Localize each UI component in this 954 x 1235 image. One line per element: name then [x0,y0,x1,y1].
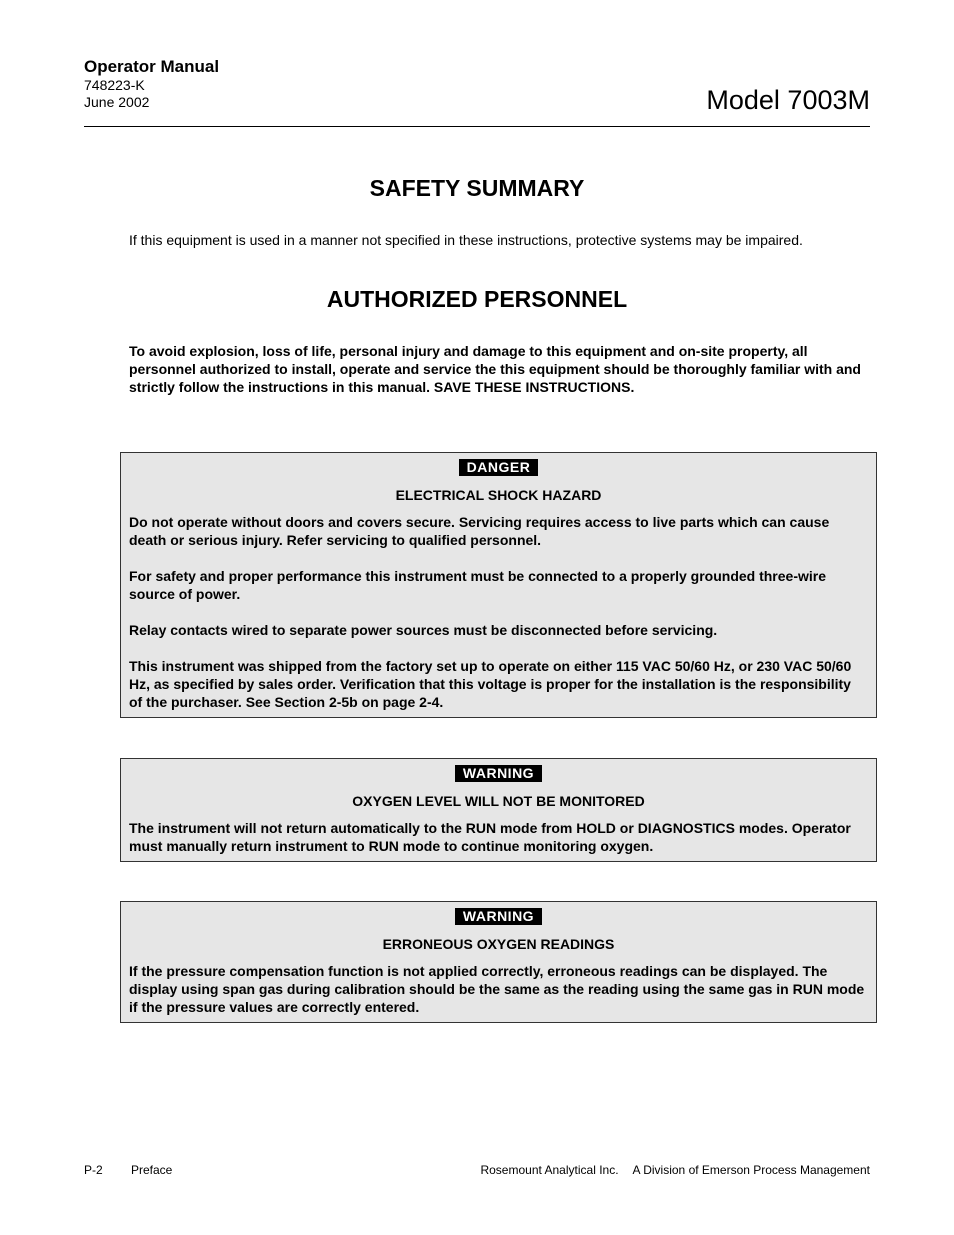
notice-paragraph: This instrument was shipped from the factory set up to operate on either 115 VAC 50/60 Hz, or 230 VAC 50/60 Hz, as specified by sales order. Verification that this voltage is proper for the installation is the responsibility of the purchaser. See Section 2-5b on page 2-4. [129,658,852,710]
notice-title: ERRONEOUS OXYGEN READINGS [382,936,615,952]
safety-summary-heading: SAFETY SUMMARY [369,175,585,201]
header-left [84,57,219,111]
warning-badge: WARNING [455,908,542,925]
doc-date: June 2002 [84,94,150,110]
danger-box [120,452,877,718]
authorized-personnel-heading: AUTHORIZED PERSONNEL [326,286,628,312]
safety-summary-text: If this equipment is used in a manner not specified in these instructions, protective systems may be impaired. [129,232,803,248]
notice-paragraph: Do not operate without doors and covers secure. Servicing requires access to live parts which can cause death or serious injury. Refer servicing to qualified personnel. [129,514,830,548]
notice-paragraph: If the pressure compensation function is not applied correctly, erroneous readings can be displayed. The display using span gas during calibration should be the same as the reading using the same gas in RUN mode if the pressure values are correctly entered. [129,963,865,1015]
danger-badge: DANGER [459,459,539,476]
notice-paragraph: The instrument will not return automatically to the RUN mode from HOLD or DIAGNOSTICS modes. Operator must manually return instrument to RUN mode to continue monitoring oxygen. [129,820,851,854]
notice-title: OXYGEN LEVEL WILL NOT BE MONITORED [352,793,645,809]
model-name: Model 7003M [706,85,870,115]
doc-number: 748223-K [84,77,145,93]
manual-title: Operator Manual [84,57,220,76]
footer-section: Preface [131,1163,173,1177]
notice-title: ELECTRICAL SHOCK HAZARD [395,487,602,503]
footer-company [480,1163,870,1178]
warning-box-monitoring [120,758,877,862]
warning-badge: WARNING [455,765,542,782]
footer-page-number: P-2 [84,1163,103,1177]
warning-box-readings [120,901,877,1023]
header-divider [84,126,870,127]
company-name: Rosemount Analytical Inc. [480,1163,619,1177]
notice-paragraph: For safety and proper performance this instrument must be connected to a properly grounded three-wire source of power. [129,568,827,602]
notice-paragraph: Relay contacts wired to separate power sources must be disconnected before servicing. [129,622,718,638]
authorized-personnel-text: To avoid explosion, loss of life, personal injury and damage to this equipment and on-site property, all personnel authorized to install, operate and service the this equipment should be thoroughly familiar with and strictly follow the instructions in this manual. SAVE THESE INSTRUCTIONS. [129,343,861,395]
company-division: A Division of Emerson Process Management [632,1163,870,1177]
